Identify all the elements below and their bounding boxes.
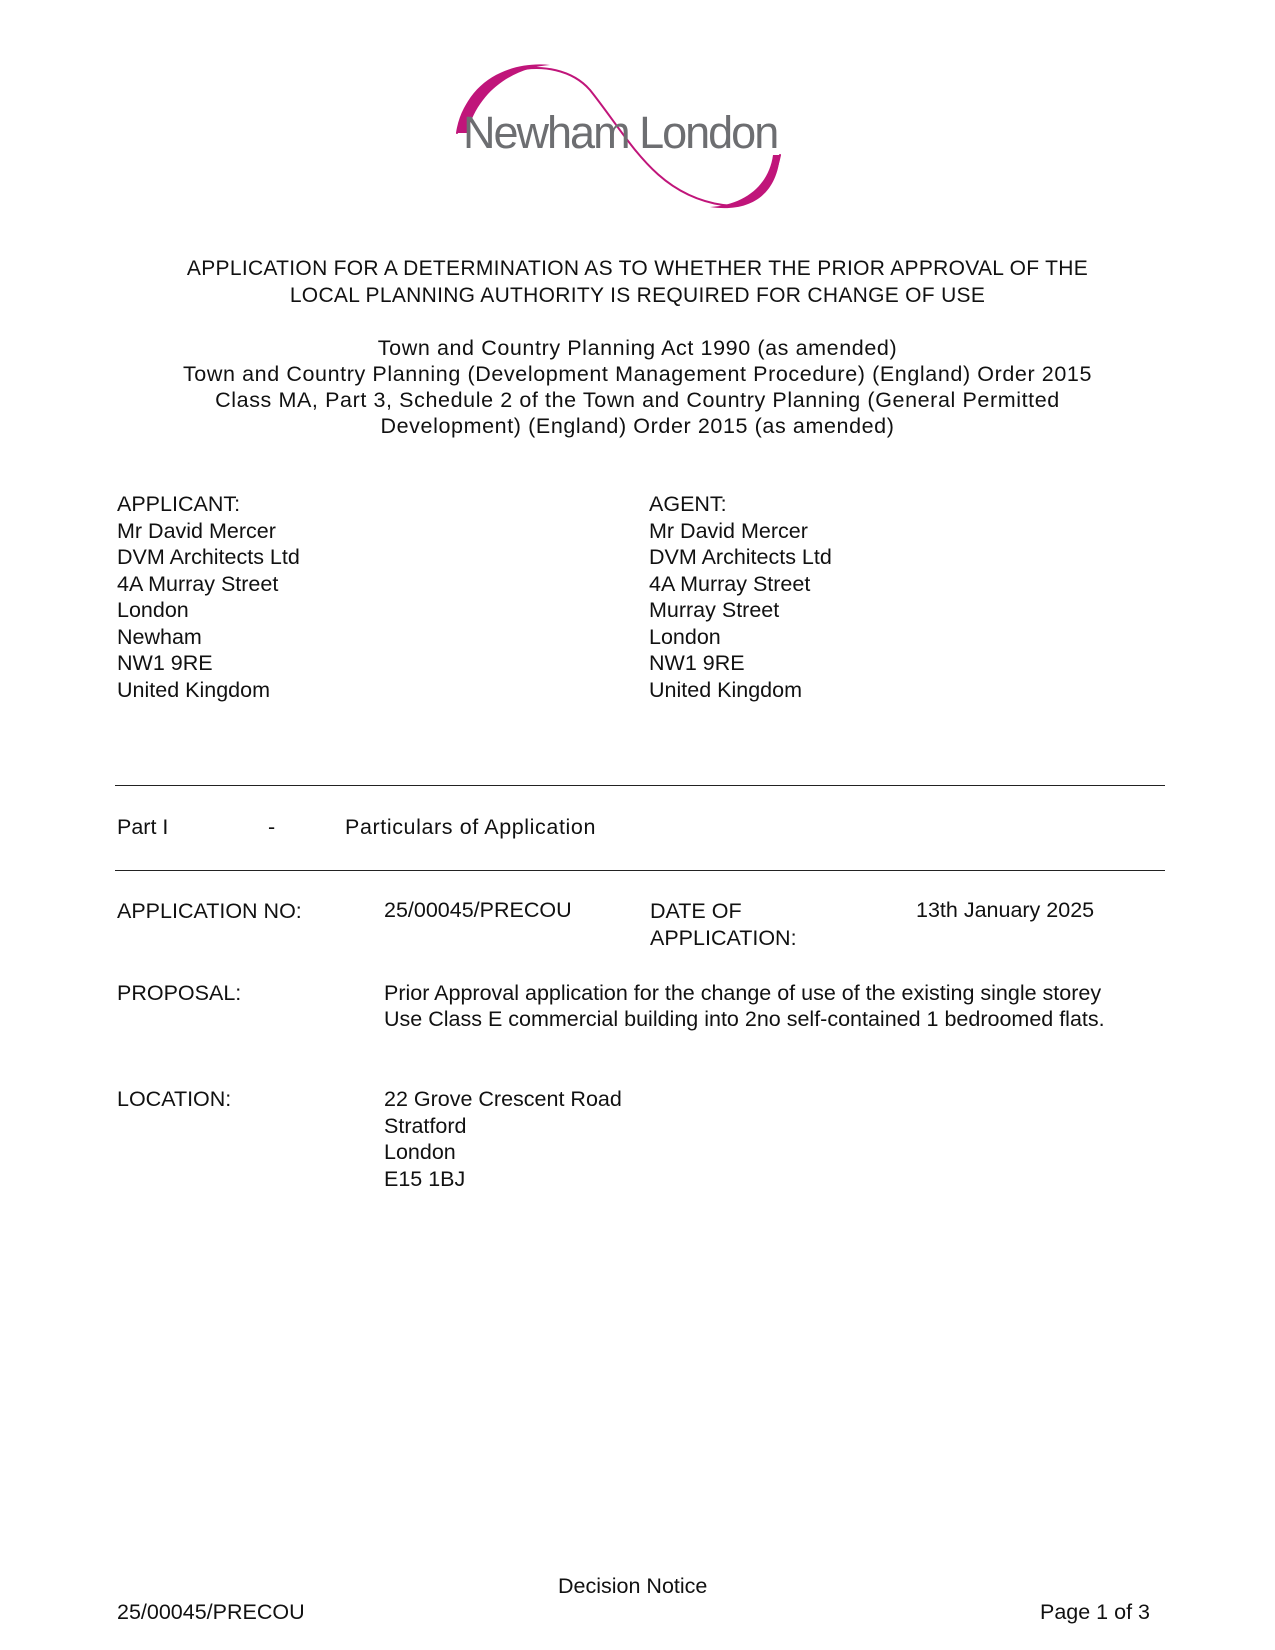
document-title-line-2: LOCAL PLANNING AUTHORITY IS REQUIRED FOR CHANGE OF USE xyxy=(289,284,986,307)
section-divider-bottom xyxy=(115,870,1165,871)
applicant-label: APPLICANT: xyxy=(117,492,241,516)
date-value: 13th January 2025 xyxy=(916,898,1095,922)
agent-line: DVM Architects Ltd xyxy=(649,545,832,569)
applicant-line: 4A Murray Street xyxy=(117,571,279,596)
application-no-label: APPLICATION NO: xyxy=(117,899,302,923)
logo-text: Newham London xyxy=(463,107,778,158)
part-number: Part I xyxy=(117,815,169,839)
legislation-line: Development) (England) Order 2015 (as amended) xyxy=(380,414,895,438)
footer-title: Decision Notice xyxy=(558,1574,708,1598)
applicant-line: NW1 9RE xyxy=(117,651,213,675)
legislation-line: Town and Country Planning Act 1990 (as amended) xyxy=(377,336,898,360)
applicant-line: DVM Architects Ltd xyxy=(117,545,300,569)
document-title-line-1: APPLICATION FOR A DETERMINATION AS TO WHETHER THE PRIOR APPROVAL OF THE xyxy=(186,257,1089,280)
agent-block xyxy=(649,491,832,703)
applicant-line: London xyxy=(117,598,189,622)
applicant-line: United Kingdom xyxy=(117,677,270,702)
date-label-line-1: DATE OF xyxy=(650,899,742,923)
footer-reference: 25/00045/PRECOU xyxy=(117,1600,305,1624)
agent-line: 4A Murray Street xyxy=(649,571,811,596)
applicant-line: Newham xyxy=(117,624,202,649)
agent-line: United Kingdom xyxy=(649,677,802,702)
location-line: E15 1BJ xyxy=(384,1166,466,1191)
proposal-label: PROPOSAL: xyxy=(117,981,242,1005)
location-block xyxy=(384,1086,622,1192)
legislation-line: Class MA, Part 3, Schedule 2 of the Town and Country Planning (General Permitted xyxy=(215,388,1060,412)
location-line: Stratford xyxy=(384,1113,467,1138)
location-label: LOCATION: xyxy=(117,1087,232,1111)
agent-line: London xyxy=(649,624,721,649)
legislation-line: Town and Country Planning (Development Management Procedure) (England) Order 2015 xyxy=(182,362,1093,386)
section-divider-top xyxy=(115,785,1165,786)
applicant-line: Mr David Mercer xyxy=(117,518,276,543)
applicant-block xyxy=(117,491,300,703)
date-label-line-2: APPLICATION: xyxy=(650,926,797,950)
newham-london-logo xyxy=(455,55,830,225)
agent-label: AGENT: xyxy=(649,492,727,516)
proposal-text-line-2: Use Class E commercial building into 2no self-contained 1 bedroomed flats. xyxy=(384,1007,1105,1031)
proposal-text-line-1: Prior Approval application for the change of use of the existing single storey xyxy=(384,981,1102,1005)
location-line: 22 Grove Crescent Road xyxy=(384,1087,622,1111)
application-no-value: 25/00045/PRECOU xyxy=(384,898,572,922)
agent-line: Murray Street xyxy=(649,598,780,622)
part-title: Particulars of Application xyxy=(345,815,597,839)
footer-page-number: Page 1 of 3 xyxy=(1040,1600,1150,1624)
part-dash: - xyxy=(268,815,276,839)
agent-line: NW1 9RE xyxy=(649,651,745,675)
agent-line: Mr David Mercer xyxy=(649,518,808,543)
location-line: London xyxy=(384,1140,456,1164)
